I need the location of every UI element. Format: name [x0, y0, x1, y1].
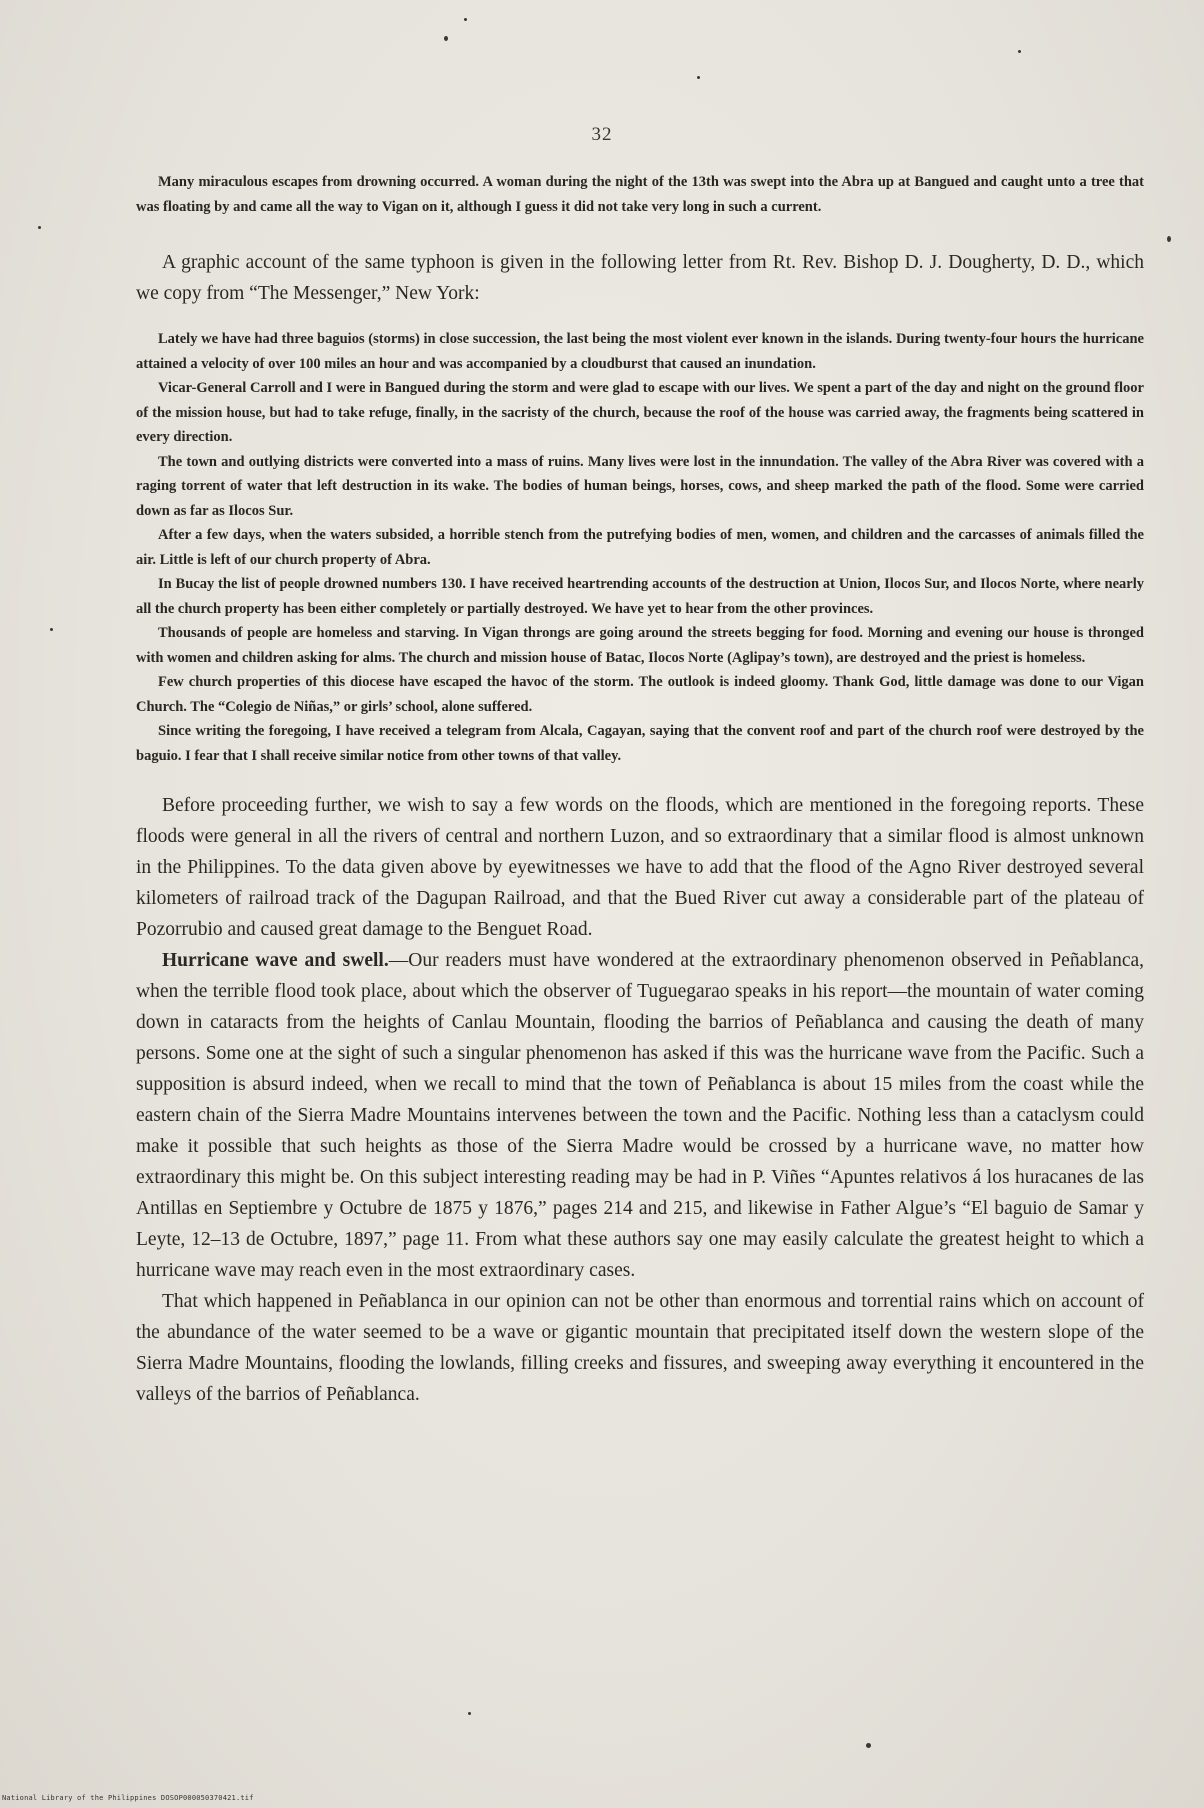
floods-paragraph: Before proceeding further, we wish to say a few words on the floods, which are mentioned in the foregoing reports. These floods were general in all the rivers of central and northern Luzon, and so extraordinary that a similar flood is almost unknown in the Philippines. To the data given above by eyewitnesses we have to add that the flood of the Agno River destroyed several kilometers of railroad track of the Dagupan Railroad, and that the Bued River cut away a considerable part of the plateau of Pozorrubio and caused great damage to the Benguet Road. — [136, 795, 1144, 940]
scan-footer: National Library of the Philippines DOSOP000050370421.tif — [2, 1794, 254, 1802]
scan-speck — [1018, 50, 1021, 53]
letter-paragraph: In Bucay the list of people drowned numbers 130. I have received heartrending accounts of the destruction at Union, Ilocos Sur, and Ilocos Norte, where nearly all the church property has been either completely or partially destroyed. We have yet to hear from the other provinces. — [136, 576, 1144, 617]
letter-quote-block — [136, 327, 1144, 768]
scan-speck — [468, 1712, 471, 1715]
page-number: 32 — [591, 124, 613, 145]
letter-paragraph: Few church properties of this diocese have escaped the havoc of the storm. The outlook is indeed gloomy. Thank God, little damage was done to our Vigan Church. The “Colegio de Niñas,” or girls’ school, alone suffered. — [136, 674, 1144, 715]
scan-speck — [866, 1743, 871, 1748]
letter-paragraph: The town and outlying districts were converted into a mass of ruins. Many lives were lost in the innundation. The valley of the Abra River was covered with a raging torrent of water that left destruction in its wake. The bodies of human beings, horses, cows, and sheep marked the path of the flood. Some were carried down as far as Ilocos Sur. — [136, 453, 1144, 519]
scan-speck — [1167, 236, 1171, 242]
scan-speck — [50, 628, 53, 631]
letter-paragraph: Thousands of people are homeless and starving. In Vigan throngs are going around the streets begging for food. Morning and evening our house is thronged with women and children asking for alms. The church and mission house of Batac, Ilocos Norte (Aglipay’s town), are destroyed and the priest is homeless. — [136, 625, 1144, 666]
hurricane-text: —Our readers must have wondered at the extraordinary phenomenon observed in Peñablanca, when the terrible flood took place, about which the observer of Tuguegarao speaks in his report—the mountain of water coming down in cataracts from the heights of Canlau Mountain, flooding the barrios of Peñablanca and causing the death of many persons. Some one at the sight of such a singular phenomenon has asked if this was the hurricane wave from the Pacific. Such a supposition is absurd indeed, when we recall to mind that the town of Peñablanca is about 15 miles from the coast while the eastern chain of the Sierra Madre Mountains intervenes between the town and the Pacific. Nothing less than a cataclysm could make it possible that such heights as those of the Sierra Madre would be crossed by a hurricane wave, no matter how extraordinary this might be. On this subject interesting reading may be had in P. Viñes “Apuntes relativos á los huracanes de las Antillas en Septiembre y Octubre de 1875 y 1876,” pages 214 and 215, and likewise in Father Algue’s “El baguio de Samar y Leyte, 12–13 de Octubre, 1897,” page 11. From what these authors say one may easily calculate the greatest height to which a hurricane wave may reach even in the most extraordinary cases. — [136, 950, 1145, 1281]
scan-speck — [38, 226, 41, 229]
scan-speck — [697, 76, 700, 79]
final-paragraph: That which happened in Peñablanca in our opinion can not be other than enormous and torrential rains which on account of the abundance of the water seemed to be a wave or gigantic mountain that precipitated itself down the western slope of the Sierra Madre Mountains, flooding the lowlands, filling creeks and fissures, and sweeping away everything it encountered in the valleys of the barrios of Peñablanca. — [136, 1291, 1144, 1405]
hurricane-paragraph — [136, 945, 1144, 1286]
letter-paragraph: Vicar-General Carroll and I were in Bangued during the storm and were glad to escape with our lives. We spent a part of the day and night on the ground floor of the mission house, but had to take refuge, finally, in the sacristy of the church, because the roof of the house was carried away, the fragments being scattered in every direction. — [136, 380, 1144, 445]
letter-paragraph: After a few days, when the waters subsided, a horrible stench from the putrefying bodies of men, women, and children and the carcasses of animals filled the air. Little is left of our church property of Abra. — [136, 527, 1144, 568]
letter-paragraph: Since writing the foregoing, I have received a telegram from Alcala, Cagayan, saying that the convent roof and part of the church roof were destroyed by the baguio. I fear that I shall receive similar notice from other towns of that valley. — [136, 723, 1144, 764]
letter-paragraph: Lately we have had three baguios (storms) in close succession, the last being the most violent ever known in the islands. During twenty-four hours the hurricane attained a velocity of over 100 miles an hour and was accompanied by a cloudburst that caused an inundation. — [136, 331, 1144, 372]
quote-paragraph: Many miraculous escapes from drowning occurred. A woman during the night of the 13th was swept into the Abra up at Bangued and caught unto a tree that was floating by and came all the way to Vigan on it, although I guess it did not take very long in such a current. — [136, 174, 1144, 215]
section-heading: Hurricane wave and swell. — [162, 950, 389, 971]
page-content — [136, 170, 1144, 1410]
scan-speck — [444, 36, 448, 41]
top-quote-block — [136, 170, 1144, 219]
intro-paragraph: A graphic account of the same typhoon is given in the following letter from Rt. Rev. Bishop D. J. Dougherty, D. D., which we copy from “The Messenger,” New York: — [136, 252, 1144, 304]
scan-speck — [464, 18, 467, 21]
